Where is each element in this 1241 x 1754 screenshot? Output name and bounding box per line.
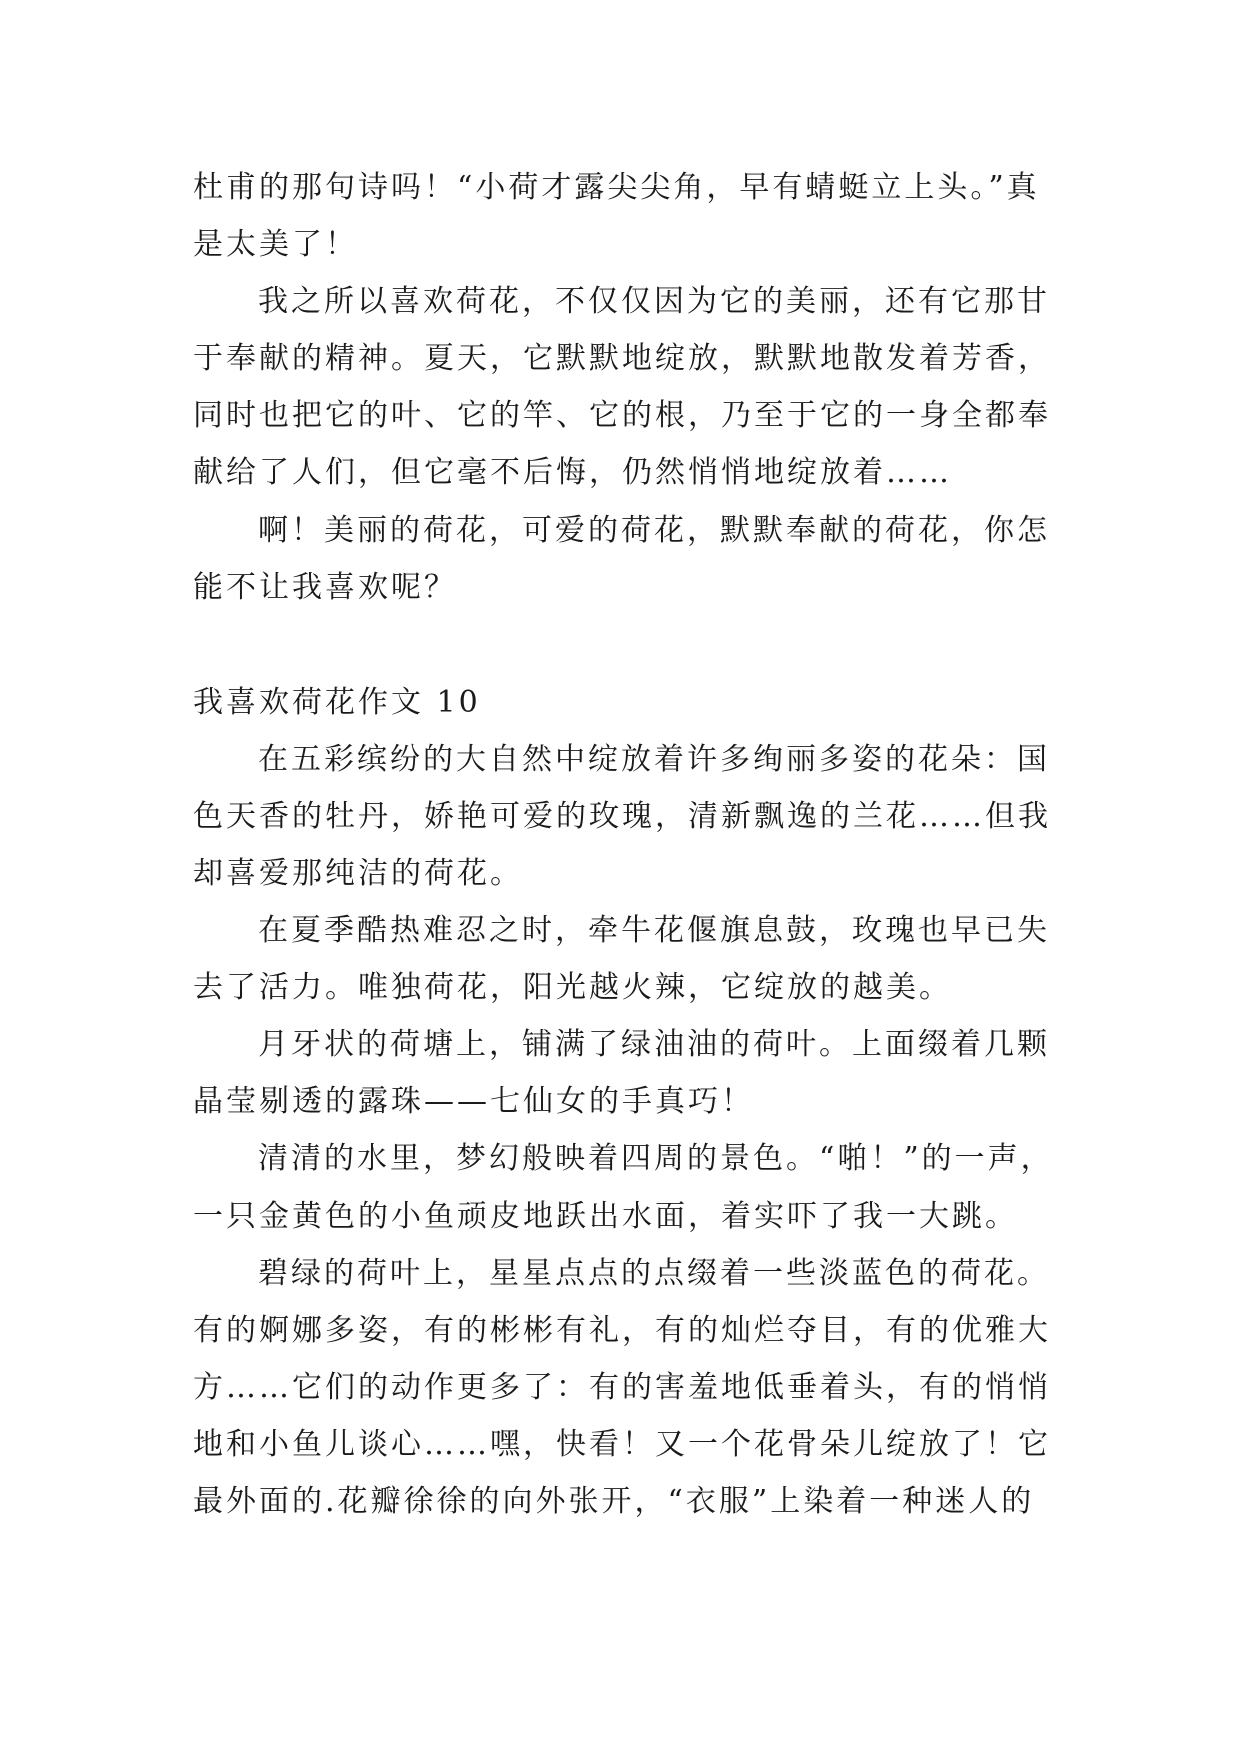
text-line: 晶莹剔透的露珠——七仙女的手真巧！: [193, 1084, 754, 1119]
paragraph-start-line: 在夏季酷热难忍之时，牵牛花偃旗息鼓，玫瑰也早已失: [258, 913, 1050, 948]
paragraph-start-line: 月牙状的荷塘上，铺满了绿油油的荷叶。上面缀着几颗: [258, 1027, 1050, 1062]
text-line: 却喜爱那纯洁的荷花。: [193, 856, 523, 891]
section-heading: 我喜欢荷花作文 10: [193, 685, 481, 720]
paragraph-start-line: 在五彩缤纷的大自然中绽放着许多绚丽多姿的花朵：国: [258, 742, 1050, 777]
text-line: 有的婀娜多姿，有的彬彬有礼，有的灿烂夺目，有的优雅大: [193, 1313, 1051, 1348]
text-line: 于奉献的精神。夏天，它默默地绽放，默默地散发着芳香，: [193, 341, 1051, 376]
text-line: 能不让我喜欢呢？: [193, 570, 457, 605]
text-line: 同时也把它的叶、它的竿、它的根，乃至于它的一身全都奉: [193, 398, 1051, 433]
paragraph-start-line: 我之所以喜欢荷花，不仅仅因为它的美丽，还有它那甘: [258, 284, 1050, 319]
text-line: 是太美了！: [193, 227, 358, 262]
paragraph-start-line: 清清的水里，梦幻般映着四周的景色。“啪！”的一声，: [258, 1141, 1054, 1176]
text-line: 一只金黄色的小鱼顽皮地跃出水面，着实吓了我一大跳。: [193, 1199, 1018, 1234]
text-line: 方……它们的动作更多了：有的害羞地低垂着头，有的悄悄: [193, 1370, 1051, 1405]
text-line: 最外面的.花瓣徐徐的向外张开，“衣服”上染着一种迷人的: [193, 1484, 1035, 1519]
paragraph-start-line: 碧绿的荷叶上，星星点点的点缀着一些淡蓝色的荷花。: [258, 1256, 1050, 1291]
text-line: 杜甫的那句诗吗！“小荷才露尖尖角，早有蜻蜓立上头。”真: [193, 170, 1040, 205]
text-line: 去了活力。唯独荷花，阳光越火辣，它绽放的越美。: [193, 970, 952, 1005]
text-line: 献给了人们，但它毫不后悔，仍然悄悄地绽放着……: [193, 455, 952, 490]
text-line: 地和小鱼儿谈心……嘿，快看！又一个花骨朵儿绽放了！它: [193, 1427, 1051, 1462]
paragraph-start-line: 啊！美丽的荷花，可爱的荷花，默默奉献的荷花，你怎: [258, 513, 1050, 548]
text-line: 色天香的牡丹，娇艳可爱的玫瑰，清新飘逸的兰花……但我: [193, 799, 1051, 834]
